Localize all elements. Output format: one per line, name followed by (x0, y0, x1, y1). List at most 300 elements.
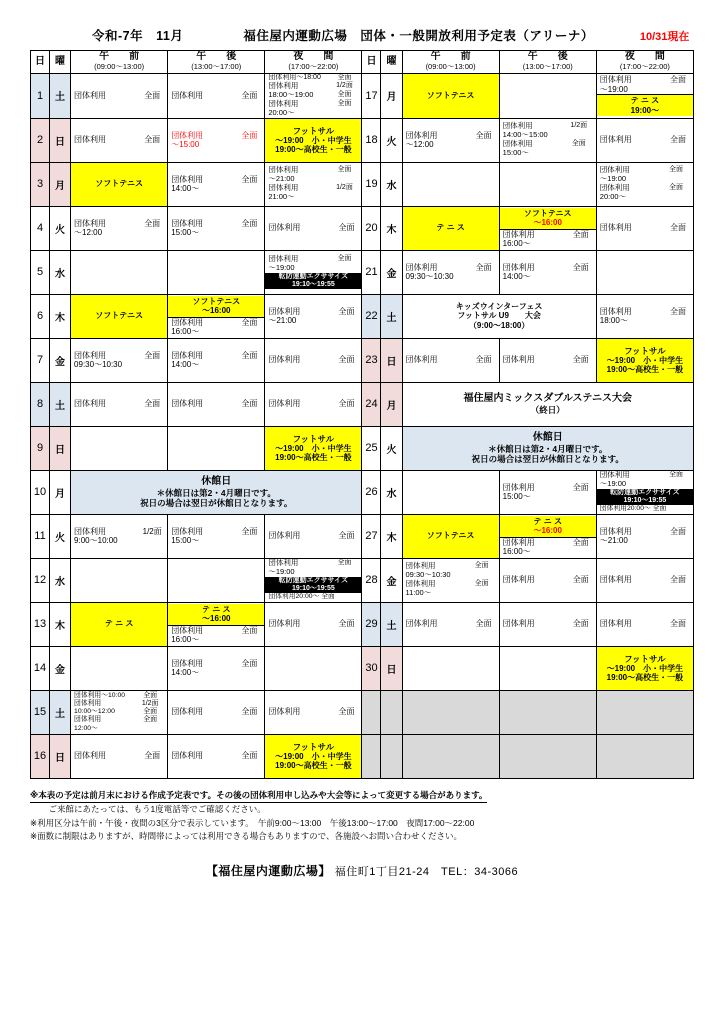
col-week-right: 曜 (381, 51, 402, 74)
day-number: 15 (31, 690, 50, 734)
left-morning-cell[interactable] (71, 294, 168, 338)
right-afternoon-cell[interactable] (499, 558, 596, 602)
slot-line: 団体利用 全面 (171, 399, 258, 409)
table-row (31, 690, 694, 734)
day-week: 木 (50, 294, 71, 338)
left-afternoon-cell[interactable] (168, 514, 265, 558)
activity-band: テ ニ ス ～16:00 (168, 604, 264, 626)
day-number: 1 (31, 74, 50, 119)
right-night-cell[interactable] (596, 162, 693, 206)
day-week: 木 (381, 206, 402, 250)
left-afternoon-cell[interactable] (168, 338, 265, 382)
col-night-right: 夜 間 (17:00～22:00) (596, 51, 693, 74)
activity-band: ソフトテニス ～16:00 (500, 208, 596, 230)
slot-line: 団体利用 全面 (405, 579, 489, 589)
day-week: 土 (381, 294, 402, 338)
right-night-cell[interactable] (596, 118, 693, 162)
slot-line: 団体利用 全面 (171, 707, 258, 717)
slot-line: 団体利用 全面 (74, 751, 161, 761)
table-row (31, 294, 694, 338)
right-night-cell[interactable] (596, 470, 693, 514)
activity-band: テ ニ ス 19:00～ (597, 95, 693, 116)
slot-line: 団体利用 全面 (171, 91, 258, 101)
activity-label: ソフトテニス (95, 311, 143, 321)
table-row (31, 118, 694, 162)
left-morning-cell[interactable] (71, 162, 168, 206)
left-night-cell[interactable] (265, 646, 362, 690)
slot-line: 団体利用 全面 (502, 575, 589, 585)
day-number: 11 (31, 514, 50, 558)
slot-line: 団体利用 全面 (599, 470, 683, 480)
day-number: 21 (362, 250, 381, 294)
facility-footer (30, 862, 694, 879)
slot-line: 14:00～ (502, 272, 531, 282)
slot-line: 16:00～ (502, 239, 531, 249)
slot-line: 団体利用 全面 (74, 716, 158, 724)
futsal-block: フットサル ～19:00 小・中学生 19:00～高校生・一般 (275, 125, 352, 155)
table-row (31, 162, 694, 206)
table-row (31, 602, 694, 646)
left-night-cell[interactable] (265, 118, 362, 162)
slot-line: 団体利用 全面 (74, 135, 161, 145)
slot-line: 団体利用 1/2面 (74, 526, 162, 536)
left-night-cell[interactable] (265, 514, 362, 558)
right-afternoon-cell[interactable] (499, 118, 596, 162)
activity-label: テ ニ ス (436, 223, 465, 233)
table-row (31, 250, 694, 294)
day-week: 日 (50, 118, 71, 162)
day-week: 月 (381, 382, 402, 426)
left-afternoon-cell[interactable] (168, 206, 265, 250)
slot-line: 団体利用20:00～ 全面 (268, 593, 335, 601)
slot-line: 14:00～15:00 (502, 130, 548, 140)
day-week: 水 (381, 470, 402, 514)
slot-line: 団体利用 全面 (268, 98, 352, 108)
day-number: 30 (362, 646, 381, 690)
slot-line: 15:00～ (171, 228, 200, 238)
slot-line: 団体利用 全面 (74, 350, 161, 360)
right-afternoon-cell[interactable] (499, 162, 596, 206)
event-notice: キッズウインターフェス フットサル U9 大会 （9:00～18:00） (402, 294, 596, 338)
slot-line: 15:00～ (502, 147, 529, 157)
table-row (31, 646, 694, 690)
slot-line: 09:30～10:30 (405, 570, 451, 580)
day-number: 16 (31, 734, 50, 778)
table-row (31, 470, 694, 514)
slot-line: 団体利用 全面 (74, 399, 161, 409)
slot-line: 20:00～ (599, 191, 627, 201)
table-row (31, 338, 694, 382)
slot-line: 団体利用 全面 (599, 619, 686, 629)
left-afternoon-cell[interactable] (168, 294, 265, 338)
slot-line: 団体利用 全面 (171, 625, 258, 635)
right-night-cell[interactable] (596, 74, 693, 119)
slot-line: 15:00～ (502, 492, 531, 502)
day-week: 日 (50, 734, 71, 778)
slot-line: ～19:00 (597, 85, 693, 95)
slot-line: 団体利用 全面 (502, 262, 589, 272)
day-number: 28 (362, 558, 381, 602)
col-afternoon-right: 午 後 (13:00～17:00) (499, 51, 596, 74)
day-week: 土 (50, 382, 71, 426)
slot-line: 18:00～ (599, 316, 628, 326)
futsal-block: フットサル ～19:00 小・中学生 19:00～高校生・一般 (606, 345, 684, 375)
day-number: 20 (362, 206, 381, 250)
right-afternoon-cell[interactable] (499, 338, 596, 382)
page-header (30, 26, 694, 44)
table-row (31, 206, 694, 250)
day-week: 金 (50, 646, 71, 690)
activity-band: テ ニ ス ～16:00 (500, 516, 596, 538)
day-number: 3 (31, 162, 50, 206)
day-week: 日 (381, 338, 402, 382)
slot-line: 団体利用 全面 (268, 707, 355, 717)
closed-notice: 福住屋内ミックスダブルステニス大会 （終日） (402, 382, 693, 426)
slot-line: ～21:00 (599, 536, 628, 546)
right-night-cell[interactable] (596, 646, 693, 690)
day-number: 26 (362, 470, 381, 514)
left-afternoon-cell[interactable] (168, 734, 265, 778)
right-morning-cell[interactable] (402, 206, 499, 250)
closed-notice: 休館日 ＊休館日は第2・4月曜日です。 祝日の場合は翌日が休館日となります。 (402, 426, 693, 470)
right-afternoon-cell[interactable] (499, 74, 596, 119)
day-week: 金 (381, 558, 402, 602)
slot-line: 15:00～ (171, 536, 200, 546)
table-row (31, 74, 694, 119)
slot-line: 団体利用 全面 (171, 317, 258, 327)
slot-line: 団体利用 全面 (405, 619, 492, 629)
slot-line: 団体利用～10:00 全面 (74, 691, 158, 699)
day-week: 土 (50, 690, 71, 734)
day-number: 24 (362, 382, 381, 426)
right-morning-cell[interactable] (402, 162, 499, 206)
slot-line: 団体利用 全面 (74, 91, 161, 101)
slot-line: 09:30～10:30 (74, 360, 123, 370)
right-morning-cell[interactable] (402, 250, 499, 294)
slot-line: 団体利用 全面 (74, 218, 161, 228)
slot-line: 団体利用 全面 (268, 619, 355, 629)
slot-line: 21:00～ (268, 191, 295, 201)
slot-line: 9:00～10:00 (74, 536, 118, 546)
slot-line: ～21:00 (268, 316, 297, 326)
right-morning-cell[interactable] (402, 646, 499, 690)
exercise-banner: 転防運動エクササイズ 19:10～19:55 (265, 273, 361, 290)
slot-line: 団体利用 全面 (405, 262, 492, 272)
futsal-block: フットサル ～19:00 小・中学生 19:00～高校生・一般 (275, 741, 352, 771)
left-afternoon-cell[interactable] (168, 118, 265, 162)
day-number: 12 (31, 558, 50, 602)
slot-line: ～19:00 (268, 566, 295, 576)
note-line-0: ※本表の予定は前月末における作成予定表です。その後の団体利用申し込みや大会等によって変更する場合があります。 (30, 789, 694, 804)
col-day-right: 日 (362, 51, 381, 74)
slot-line: 団体利用 全面 (171, 350, 258, 360)
day-number: 5 (31, 250, 50, 294)
slot-line: 団体利用 全面 (268, 223, 355, 233)
slot-line: 団体利用 1/2面 (268, 183, 353, 193)
activity-label: ソフトテニス (95, 179, 143, 189)
left-night-cell[interactable] (265, 162, 362, 206)
day-week: 月 (50, 470, 71, 514)
slot-line: 団体利用 全面 (268, 355, 355, 365)
slot-line: 団体利用 全面 (599, 165, 683, 175)
col-afternoon-left: 午 後 (13:00～17:00) (168, 51, 265, 74)
day-number: 19 (362, 162, 381, 206)
table-row (31, 734, 694, 778)
exercise-banner: 転防運動エクササイズ 19:10～19:55 (265, 577, 361, 594)
as-of-date: 10/31現在 (639, 31, 690, 43)
closed-notice: 休館日 ＊休館日は第2・4月曜日です。 祝日の場合は翌日が休館日となります。 (71, 470, 362, 514)
slot-line: 団体利用 全面 (502, 482, 589, 492)
day-number: 17 (362, 74, 381, 119)
day-week: 火 (50, 206, 71, 250)
slot-line: 団体利用 1/2面 (268, 81, 353, 91)
note-line-3: ※面数に制限はありますが、時間帯によっては利用できる場合もありますので、各施設へお問い合わせください。 (30, 831, 462, 842)
left-night-cell[interactable] (265, 294, 362, 338)
left-night-cell[interactable] (265, 426, 362, 470)
slot-line: 団体利用 全面 (599, 75, 686, 85)
left-morning-cell[interactable] (71, 382, 168, 426)
col-night-left: 夜 間 (17:00～22:00) (265, 51, 362, 74)
slot-line: 団体利用 全面 (268, 399, 355, 409)
note-line-1: ご来館にあたっては、もう1度電話等でご確認ください。 (40, 804, 266, 815)
right-morning-cell[interactable] (402, 514, 499, 558)
slot-line: ～12:00 (74, 228, 103, 238)
slot-line: 団体利用 全面 (171, 130, 258, 140)
slot-line: 団体利用 1/2面 (502, 121, 588, 131)
slot-line: 団体利用 全面 (268, 165, 352, 175)
futsal-block: フットサル ～19:00 小・中学生 19:00～高校生・一般 (606, 653, 684, 683)
slot-line: 12:00～ (74, 724, 98, 732)
slot-line: 団体利用 全面 (599, 223, 686, 233)
right-night-cell[interactable] (596, 514, 693, 558)
slot-line: 団体利用 全面 (599, 575, 686, 585)
left-afternoon-cell[interactable] (168, 426, 265, 470)
left-afternoon-cell[interactable] (168, 382, 265, 426)
left-night-cell[interactable] (265, 690, 362, 734)
left-morning-cell[interactable] (71, 250, 168, 294)
day-number: 13 (31, 602, 50, 646)
day-week: 土 (50, 74, 71, 119)
col-day-left: 日 (31, 51, 50, 74)
slot-line: 団体利用 全面 (268, 306, 355, 316)
footer-notes (30, 789, 694, 844)
slot-line: ～19:00 (599, 478, 627, 488)
right-night-cell[interactable] (596, 338, 693, 382)
day-week: 土 (381, 602, 402, 646)
left-night-cell[interactable] (265, 734, 362, 778)
day-week: 水 (50, 250, 71, 294)
slot-line: 団体利用 全面 (599, 183, 683, 193)
left-morning-cell[interactable] (71, 734, 168, 778)
col-morning-right: 午 前 (09:00～13:00) (402, 51, 499, 74)
right-night-cell[interactable] (596, 558, 693, 602)
slot-line: 団体利用 全面 (599, 135, 686, 145)
left-night-cell[interactable] (265, 250, 362, 294)
activity-label: ソフトテニス (426, 531, 475, 541)
left-afternoon-cell[interactable] (168, 558, 265, 602)
futsal-block: フットサル ～19:00 小・中学生 19:00～高校生・一般 (275, 433, 352, 463)
left-morning-cell[interactable] (71, 602, 168, 646)
day-number: 6 (31, 294, 50, 338)
slot-line: 団体利用 全面 (502, 619, 589, 629)
left-night-cell[interactable] (265, 338, 362, 382)
slot-line: 団体利用 全面 (599, 306, 686, 316)
slot-line: 09:30～10:30 (405, 272, 454, 282)
left-afternoon-cell[interactable] (168, 602, 265, 646)
slot-line: 11:00～ (405, 587, 432, 597)
left-morning-cell[interactable] (71, 118, 168, 162)
slot-line: 18:00～19:00 全面 (268, 90, 352, 100)
day-number: 8 (31, 382, 50, 426)
slot-line: 16:00～ (502, 547, 531, 557)
slot-line: 団体利用 全面 (502, 355, 589, 365)
right-afternoon-cell[interactable] (499, 514, 596, 558)
day-week: 日 (381, 646, 402, 690)
schedule-table (30, 50, 694, 779)
left-afternoon-cell[interactable] (168, 162, 265, 206)
left-afternoon-cell[interactable] (168, 74, 265, 119)
slot-line: 団体利用 全面 (502, 537, 589, 547)
day-number: 10 (31, 470, 50, 514)
slot-line: 団体利用 全面 (268, 254, 352, 264)
table-row (31, 426, 694, 470)
table-row (31, 558, 694, 602)
day-week: 木 (50, 602, 71, 646)
right-morning-cell[interactable] (402, 74, 499, 119)
slot-line: 20:00～ (268, 107, 295, 117)
facility-name: 【福住屋内運動広場】 (205, 864, 331, 878)
right-night-cell[interactable] (596, 250, 693, 294)
left-night-cell[interactable] (265, 602, 362, 646)
slot-line: 団体利用 全面 (405, 130, 492, 140)
left-afternoon-cell[interactable] (168, 250, 265, 294)
day-number: 27 (362, 514, 381, 558)
day-number: 29 (362, 602, 381, 646)
right-morning-cell[interactable] (402, 558, 499, 602)
left-morning-cell[interactable] (71, 690, 168, 734)
slot-line: ～19:00 (599, 174, 627, 184)
note-line-2: ※利用区分は午前・午後・夜間の3区分で表示しています。 午前9:00～13:00 午後13:00～17:00 夜間17:00～22:00 (30, 817, 475, 828)
slot-line: 団体利用 全面 (502, 229, 589, 239)
day-week: 月 (50, 162, 71, 206)
day-number: 18 (362, 118, 381, 162)
era-month: 令和-7年 11月 (92, 29, 184, 43)
day-week: 金 (381, 250, 402, 294)
left-morning-cell[interactable] (71, 206, 168, 250)
slot-line: 団体利用 全面 (171, 658, 258, 668)
day-week: 火 (381, 426, 402, 470)
activity-band: ソフトテニス ～16:00 (168, 296, 264, 318)
slot-line: 16:00～ (171, 635, 200, 645)
day-number: 23 (362, 338, 381, 382)
col-week-left: 曜 (50, 51, 71, 74)
left-morning-cell[interactable] (71, 426, 168, 470)
slot-line: 団体利用 全面 (405, 355, 492, 365)
right-morning-cell[interactable] (402, 470, 499, 514)
left-morning-cell[interactable] (71, 558, 168, 602)
page-title: 福住屋内運動広場 団体・一般開放利用予定表（アリーナ） (243, 29, 594, 43)
day-week: 火 (381, 118, 402, 162)
slot-line: 団体利用 全面 (268, 531, 355, 541)
right-night-cell[interactable] (596, 602, 693, 646)
day-week: 木 (381, 514, 402, 558)
left-morning-cell[interactable] (71, 514, 168, 558)
right-morning-cell[interactable] (402, 602, 499, 646)
slot-line: ～12:00 (405, 140, 434, 150)
col-morning-left: 午 前 (09:00～13:00) (71, 51, 168, 74)
day-week: 金 (50, 338, 71, 382)
day-number: 4 (31, 206, 50, 250)
left-afternoon-cell[interactable] (168, 690, 265, 734)
activity-label: ソフトテニス (426, 91, 475, 101)
day-number: 25 (362, 426, 381, 470)
right-afternoon-cell[interactable] (499, 206, 596, 250)
right-afternoon-cell[interactable] (499, 470, 596, 514)
left-morning-cell[interactable] (71, 74, 168, 119)
facility-address: 福住町1丁目21-24 TEL：34-3066 (334, 866, 519, 878)
slot-line: 団体利用 全面 (599, 526, 686, 536)
slot-line: 14:00～ (171, 360, 200, 370)
day-week: 水 (381, 162, 402, 206)
day-number: 7 (31, 338, 50, 382)
slot-line: 団体利用 全面 (171, 751, 258, 761)
right-afternoon-cell[interactable] (499, 646, 596, 690)
slot-line: 団体利用 全面 (502, 139, 586, 149)
left-night-cell[interactable] (265, 558, 362, 602)
day-week: 日 (50, 426, 71, 470)
day-week: 水 (50, 558, 71, 602)
left-night-cell[interactable] (265, 206, 362, 250)
slot-line: ～21:00 (268, 174, 295, 184)
slot-line: 団体利用～18:00 全面 (268, 74, 352, 81)
slot-line: 14:00～ (171, 668, 200, 678)
left-afternoon-cell[interactable] (168, 646, 265, 690)
right-morning-cell[interactable] (402, 338, 499, 382)
slot-line: 団体利用 全面 (171, 174, 258, 184)
slot-line: 10:00～12:00 全面 (74, 708, 158, 716)
slot-line: 団体利用 全面 (405, 561, 489, 571)
day-week: 月 (381, 74, 402, 119)
exercise-banner: 転防運動エクササイズ 19:10～19:55 (597, 489, 693, 506)
table-row (31, 382, 694, 426)
day-number: 9 (31, 426, 50, 470)
day-number: 22 (362, 294, 381, 338)
slot-line: 16:00～ (171, 327, 200, 337)
left-night-cell[interactable] (265, 74, 362, 119)
day-week: 火 (50, 514, 71, 558)
table-row (31, 514, 694, 558)
right-afternoon-cell[interactable] (499, 250, 596, 294)
slot-line: 団体利用 全面 (268, 558, 352, 568)
left-morning-cell[interactable] (71, 646, 168, 690)
activity-label: テ ニ ス (104, 619, 134, 629)
slot-line: 団体利用20:00～ 全面 (599, 505, 667, 513)
day-number: 2 (31, 118, 50, 162)
slot-line: 14:00～ (171, 184, 200, 194)
slot-line: 団体利用 全面 (171, 218, 258, 228)
left-night-cell[interactable] (265, 382, 362, 426)
right-night-cell[interactable] (596, 294, 693, 338)
slot-line: 団体利用 全面 (171, 526, 258, 536)
right-afternoon-cell[interactable] (499, 602, 596, 646)
slot-line: 団体利用 1/2面 (74, 699, 159, 707)
day-number: 14 (31, 646, 50, 690)
slot-line: ～19:00 (268, 262, 295, 272)
right-morning-cell[interactable] (402, 118, 499, 162)
left-morning-cell[interactable] (71, 338, 168, 382)
right-night-cell[interactable] (596, 206, 693, 250)
slot-line: ～15:00 (171, 140, 200, 150)
